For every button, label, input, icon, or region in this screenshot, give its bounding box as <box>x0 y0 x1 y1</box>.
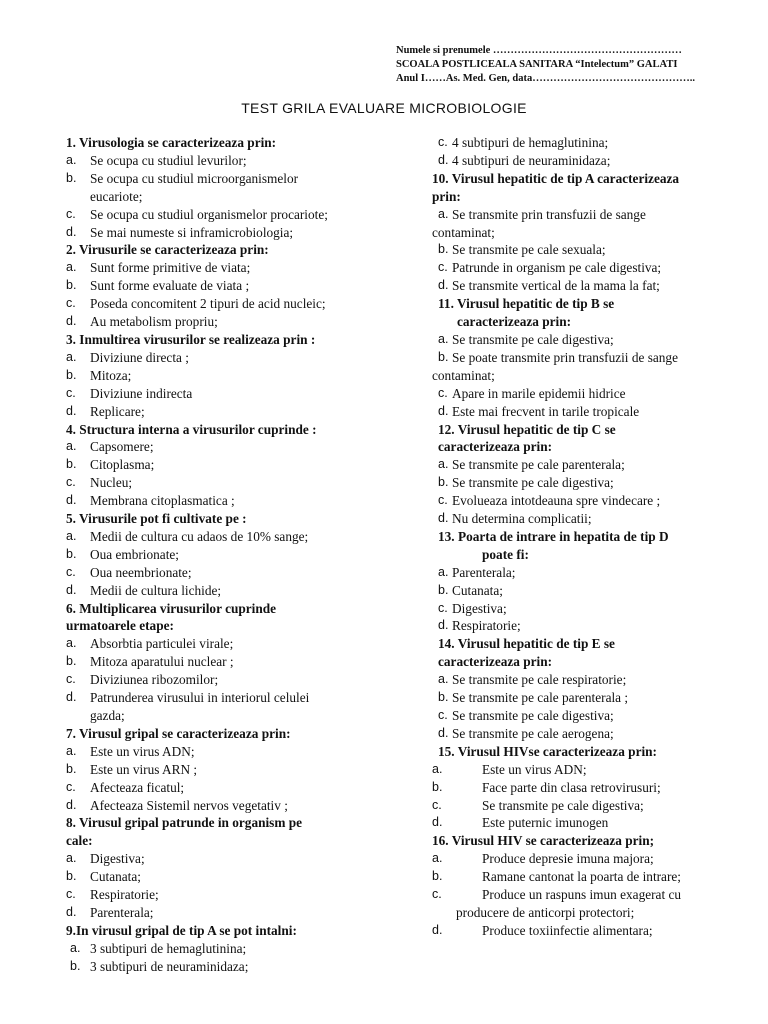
q13-option-c <box>432 600 724 618</box>
option-letter: c. <box>66 779 76 794</box>
question-8: 8. Virusul gripal patrunde in organism pe <box>66 815 303 831</box>
option-letter: b. <box>66 367 77 382</box>
question-5: 5. Virusurile pot fi cultivate pe : <box>66 511 247 527</box>
option-text: Este un virus ARN ; <box>90 761 198 777</box>
option-text: Afecteaza ficatul; <box>90 779 185 795</box>
option-text: Apare in marile epidemii hidrice <box>452 385 626 401</box>
option-text: Ramane cantonat la poarta de intrare; <box>482 869 681 885</box>
option-text: Diviziune directa ; <box>90 349 189 365</box>
question-11: 11. Virusul hepatitic de tip B se <box>438 296 615 312</box>
option-text: Se transmite pe cale parenterala; <box>452 457 625 473</box>
option-letter: c. <box>66 887 76 902</box>
question-6: 6. Multiplicarea virusurilor cuprinde <box>66 600 277 616</box>
option-letter: d. <box>438 278 449 293</box>
option-text: 3 subtipuri de neuraminidaza; <box>90 958 249 974</box>
option-letter: d. <box>432 815 443 830</box>
q1-option-c <box>66 206 356 224</box>
option-text: Digestiva; <box>90 851 145 867</box>
option-letter: b. <box>438 582 449 597</box>
q3-option-b <box>66 367 356 385</box>
q9-option-d <box>432 152 724 170</box>
option-letter: a. <box>66 152 77 167</box>
option-letter: d. <box>66 314 77 329</box>
right-column <box>432 134 724 940</box>
option-letter: b. <box>432 869 443 884</box>
q5-option-b <box>66 546 356 564</box>
q13-option-b <box>432 582 724 600</box>
q2-option-b <box>66 277 356 295</box>
option-text: Cutanata; <box>452 582 503 598</box>
option-text: Citoplasma; <box>90 457 155 473</box>
q15-option-c <box>432 797 724 815</box>
option-letter: d. <box>66 493 77 508</box>
option-text: Oua embrionate; <box>90 546 179 562</box>
option-text: Produce un raspuns imun exagerat cu <box>482 887 682 903</box>
question-4: 4. Structura interna a virusurilor cuprinde : <box>66 421 317 437</box>
question-12: 12. Virusul hepatitic de tip C se <box>438 421 616 437</box>
q4-option-d <box>66 492 356 510</box>
option-text: Se transmite vertical de la mama la fat; <box>452 278 660 294</box>
q10-option-c <box>432 259 724 277</box>
question-15: 15. Virusul HIVse caracterizeaza prin: <box>438 743 657 759</box>
q14-option-a <box>432 671 724 689</box>
question-10: 10. Virusul hepatitic de tip A caracterizeaza <box>432 170 680 186</box>
q10-option-a-cont: contaminat; <box>432 224 495 240</box>
option-letter: b. <box>66 761 77 776</box>
q2-option-d <box>66 313 356 331</box>
option-text: 4 subtipuri de neuraminidaza; <box>452 152 611 168</box>
q5-option-a <box>66 528 356 546</box>
option-letter: a. <box>66 743 77 758</box>
question-7: 7. Virusul gripal se caracterizeaza prin: <box>66 725 291 741</box>
page-title: TEST GRILA EVALUARE MICROBIOLOGIE <box>241 100 527 116</box>
option-letter: a. <box>66 260 77 275</box>
q14-option-c <box>432 707 724 725</box>
option-text: Diviziunea ribozomilor; <box>90 672 219 688</box>
option-text: Patrunde in organism pe cale digestiva; <box>452 260 662 276</box>
question-6-cont: urmatoarele etape: <box>66 618 174 634</box>
option-letter: d. <box>438 511 449 526</box>
q10-option-a <box>432 206 724 224</box>
option-text: Produce toxiinfectie alimentara; <box>482 922 653 938</box>
option-text: gazda; <box>90 708 125 723</box>
option-text: Absorbtia particulei virale; <box>90 636 234 652</box>
option-text: Este un virus ADN; <box>90 743 195 759</box>
student-name-line: Numele si prenumele ……………………………………………… <box>396 45 682 56</box>
option-text: Evolueaza intotdeauna spre vindecare ; <box>452 493 661 509</box>
q11-option-c <box>432 385 724 403</box>
q14-option-d <box>432 725 724 743</box>
option-text: Se transmite pe cale respiratorie; <box>452 672 627 688</box>
option-text: Respiratorie; <box>90 887 159 903</box>
option-letter: c. <box>438 260 448 275</box>
q11-option-b-cont: contaminat; <box>432 367 495 383</box>
option-text: Se poate transmite prin transfuzii de sange <box>452 349 678 365</box>
option-text: Se mai numeste si inframicrobiologia; <box>90 224 294 240</box>
q14-option-b <box>432 689 724 707</box>
option-text: Sunt forme primitive de viata; <box>90 260 251 276</box>
q4-option-c <box>66 474 356 492</box>
q3-option-a <box>66 349 356 367</box>
q6-option-d-cont <box>66 707 356 725</box>
option-text: Este un virus ADN; <box>482 761 587 777</box>
option-text: Nucleu; <box>90 475 133 491</box>
q12-option-c <box>432 492 724 510</box>
option-text: Capsomere; <box>90 439 154 455</box>
q2-option-c <box>66 295 356 313</box>
question-14-cont: caracterizeaza prin: <box>438 654 553 670</box>
q3-option-d <box>66 403 356 421</box>
q7-option-a <box>66 743 356 761</box>
option-text: Se ocupa cu studiul organismelor procariote; <box>90 206 328 222</box>
option-letter: c. <box>66 475 76 490</box>
option-letter: c. <box>66 564 76 579</box>
option-letter: c. <box>438 135 448 149</box>
option-text: Medii de cultura cu adaos de 10% sange; <box>90 528 309 544</box>
option-letter: d. <box>438 152 449 167</box>
q15-option-a <box>432 761 724 779</box>
option-text: Se ocupa cu studiul levurilor; <box>90 152 247 168</box>
option-text: Se transmite pe cale sexuala; <box>452 242 606 258</box>
option-letter: d. <box>66 224 77 239</box>
option-text: Respiratorie; <box>452 618 521 634</box>
option-text: Diviziune indirecta <box>90 385 193 401</box>
q8-option-c <box>66 886 356 904</box>
option-letter: a. <box>66 439 77 454</box>
option-letter: a. <box>438 457 449 472</box>
option-letter: d. <box>432 922 443 937</box>
option-text: eucariote; <box>90 188 143 204</box>
option-text: Se transmite pe cale digestiva; <box>452 475 614 491</box>
option-letter: d. <box>66 797 77 812</box>
option-letter: c. <box>438 493 448 508</box>
option-text: Oua neembrionate; <box>90 564 192 580</box>
q8-option-a <box>66 850 356 868</box>
school-name: SCOALA POSTLICEALA SANITARA “Intelectum” GALATI <box>396 59 678 70</box>
option-letter: d. <box>438 725 449 740</box>
q16-option-c <box>432 886 724 904</box>
option-text: Patrunderea virusului in interiorul celulei <box>90 690 310 706</box>
q6-option-b <box>66 653 356 671</box>
option-letter: b. <box>432 779 443 794</box>
question-10-cont: prin: <box>432 188 461 204</box>
option-text: Cutanata; <box>90 869 141 885</box>
option-letter: a. <box>438 331 449 346</box>
q11-option-d <box>432 403 724 421</box>
q12-option-d <box>432 510 724 528</box>
q10-option-b <box>432 241 724 259</box>
option-text: Este mai frecvent in tarile tropicale <box>452 403 640 419</box>
option-letter: c. <box>432 797 442 812</box>
option-text: Poseda concomitent 2 tipuri de acid nucleic; <box>90 296 326 312</box>
option-letter: d. <box>438 618 449 633</box>
option-letter: c. <box>66 385 76 400</box>
option-letter: a. <box>438 564 449 579</box>
option-text: Parenterala; <box>90 904 154 920</box>
q1-option-b <box>66 170 356 188</box>
q16-option-a <box>432 850 724 868</box>
option-letter: d. <box>66 582 77 597</box>
q13-option-d <box>432 617 724 635</box>
q16-option-d <box>432 922 724 940</box>
option-letter: a. <box>432 851 443 866</box>
option-letter: c. <box>66 296 76 311</box>
option-text: Au metabolism propriu; <box>90 314 218 330</box>
q6-option-d <box>66 689 356 707</box>
option-letter: d. <box>438 403 449 418</box>
q12-option-b <box>432 474 724 492</box>
q16-option-b <box>432 868 724 886</box>
q10-option-d <box>432 277 724 295</box>
option-letter: b. <box>438 475 449 490</box>
option-letter: a. <box>438 206 449 221</box>
option-text: Se ocupa cu studiul microorganismelor <box>90 170 299 186</box>
question-16: 16. Virusul HIV se caracterizeaza prin; <box>432 833 655 849</box>
option-text: Se transmite prin transfuzii de sange <box>452 206 646 222</box>
q1-option-b-cont <box>66 188 356 206</box>
option-text: Afecteaza Sistemil nervos vegetativ ; <box>90 797 288 813</box>
q7-option-d <box>66 797 356 815</box>
q8-option-b <box>66 868 356 886</box>
q2-option-a <box>66 259 356 277</box>
option-letter: c. <box>432 887 442 902</box>
option-letter: d. <box>66 690 77 705</box>
option-text: Se transmite pe cale aerogena; <box>452 725 614 741</box>
q11-option-a <box>432 331 724 349</box>
option-letter: b. <box>438 349 449 364</box>
option-letter: a. <box>432 761 443 776</box>
option-text: Membrana citoplasmatica ; <box>90 493 235 509</box>
q12-option-a <box>432 456 724 474</box>
q9-option-b <box>66 958 356 976</box>
q4-option-b <box>66 456 356 474</box>
option-text: Sunt forme evaluate de viata ; <box>90 278 250 294</box>
question-12-cont: caracterizeaza prin: <box>438 439 553 455</box>
question-2: 2. Virusurile se caracterizeaza prin: <box>66 242 269 258</box>
question-9: 9.In virusul gripal de tip A se pot intalni: <box>66 922 297 938</box>
option-text: Mitoza; <box>90 367 132 383</box>
q8-option-d <box>66 904 356 922</box>
option-letter: b. <box>66 457 77 472</box>
option-text: Face parte din clasa retrovirusuri; <box>482 779 661 795</box>
option-letter: b. <box>66 654 77 669</box>
q6-option-a <box>66 635 356 653</box>
option-letter: b. <box>66 546 77 561</box>
q15-option-b <box>432 779 724 797</box>
q3-option-c <box>66 385 356 403</box>
q15-option-d <box>432 814 724 832</box>
q1-option-a <box>66 152 356 170</box>
year-date-line: Anul I……As. Med. Gen, data……………………………………….. <box>396 73 695 84</box>
option-letter: c. <box>438 708 448 722</box>
q13-option-a <box>432 564 724 582</box>
option-text: Se transmite pe cale digestiva; <box>482 797 644 813</box>
q9-option-a <box>66 940 356 958</box>
option-letter: a. <box>66 636 77 651</box>
question-8-cont: cale: <box>66 833 93 849</box>
q9-option-c <box>432 134 724 152</box>
option-text: Digestiva; <box>452 600 507 616</box>
option-letter: c. <box>438 385 448 400</box>
student-header <box>396 44 756 86</box>
q7-option-b <box>66 761 356 779</box>
question-11-cont: caracterizeaza prin: <box>457 314 572 330</box>
option-letter: a. <box>66 528 77 543</box>
q5-option-c <box>66 564 356 582</box>
option-letter: d. <box>66 904 77 919</box>
question-1: 1. Virusologia se caracterizeaza prin: <box>66 135 277 150</box>
q5-option-d <box>66 582 356 600</box>
q4-option-a <box>66 438 356 456</box>
option-text: Este puternic imunogen <box>482 815 609 831</box>
option-text: Se transmite pe cale digestiva; <box>452 708 614 723</box>
option-text: 4 subtipuri de hemaglutinina; <box>452 135 609 150</box>
option-text: Replicare; <box>90 403 145 419</box>
question-14: 14. Virusul hepatitic de tip E se <box>438 636 615 652</box>
option-letter: d. <box>66 403 77 418</box>
option-letter: b. <box>438 242 449 257</box>
option-letter: b. <box>66 278 77 293</box>
left-column <box>66 134 356 976</box>
question-13: 13. Poarta de intrare in hepatita de tip D <box>438 528 669 544</box>
option-letter: c. <box>438 600 448 615</box>
option-letter: b. <box>66 869 77 884</box>
q1-option-d <box>66 224 356 242</box>
option-letter: c. <box>66 206 76 221</box>
option-letter: a. <box>70 940 81 955</box>
q6-option-c <box>66 671 356 689</box>
option-letter: a. <box>66 851 77 866</box>
question-13-cont: poate fi: <box>482 546 529 562</box>
option-text: 3 subtipuri de hemaglutinina; <box>90 940 247 956</box>
q11-option-b <box>432 349 724 367</box>
option-letter: a. <box>438 672 449 687</box>
option-text: Mitoza aparatului nuclear ; <box>90 654 234 670</box>
question-3: 3. Inmultirea virusurilor se realizeaza prin : <box>66 331 316 347</box>
option-text: Se transmite pe cale parenterala ; <box>452 690 629 706</box>
q7-option-c <box>66 779 356 797</box>
option-letter: b. <box>438 690 449 705</box>
option-text: Produce depresie imuna majora; <box>482 851 654 867</box>
option-text: Medii de cultura lichide; <box>90 582 222 598</box>
option-letter: b. <box>70 958 81 973</box>
option-letter: b. <box>66 170 77 185</box>
option-letter: c. <box>66 672 76 687</box>
option-letter: a. <box>66 349 77 364</box>
option-text: Parenterala; <box>452 564 516 580</box>
option-text: Se transmite pe cale digestiva; <box>452 331 614 347</box>
option-text: Nu determina complicatii; <box>452 511 592 527</box>
q16-option-c-cont: producere de anticorpi protectori; <box>456 904 635 920</box>
